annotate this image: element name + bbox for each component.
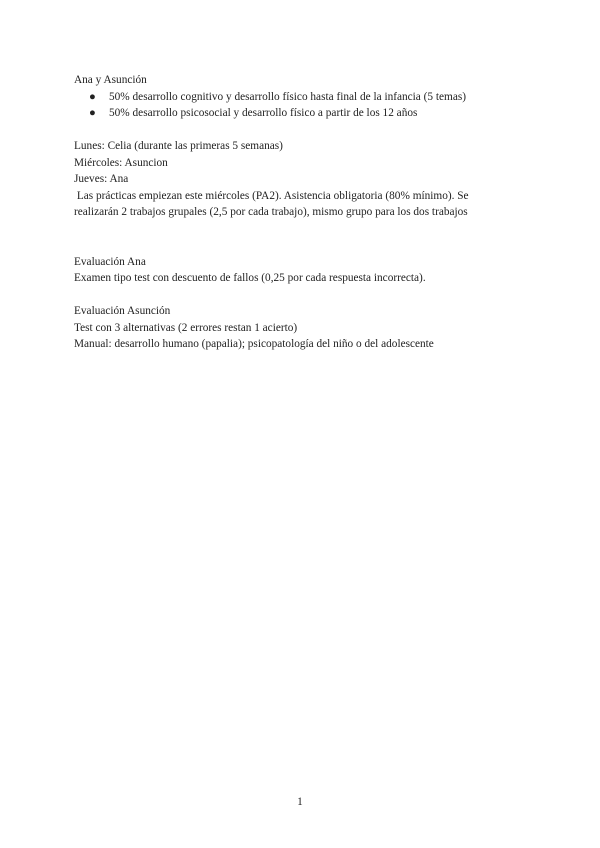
evaluacion-asuncion-line: Test con 3 alternativas (2 errores restan 1 acierto): [74, 321, 298, 334]
evaluacion-asuncion-title: Evaluación Asunción: [74, 305, 171, 317]
bullet-icon: ●: [89, 90, 96, 103]
evaluacion-asuncion-line: Manual: desarrollo humano (papalia); psicopatología del niño o del adolescente: [74, 338, 434, 350]
schedule-wednesday: Miércoles: Asuncion: [74, 156, 168, 169]
bullet-item: [74, 89, 544, 106]
page-number: 1: [297, 796, 303, 808]
bullet-text: 50% desarrollo cognitivo y desarrollo físico hasta final de la infancia (5 temas): [109, 90, 466, 103]
schedule-thursday: Jueves: Ana: [74, 173, 129, 185]
evaluacion-ana-text: Examen tipo test con descuento de fallos (0,25 por cada respuesta incorrecta).: [74, 272, 426, 284]
schedule-monday: Lunes: Celia (durante las primeras 5 semanas): [74, 140, 283, 152]
practicas-line-2: realizarán 2 trabajos grupales (2,5 por cada trabajo), mismo grupo para los dos trabajos: [74, 206, 468, 218]
spacer: [74, 221, 544, 254]
bullet-icon: ●: [89, 107, 96, 119]
bullet-list: [74, 89, 544, 122]
evaluacion-ana-title: Evaluación Ana: [74, 255, 146, 268]
spacer: [74, 287, 544, 304]
bullet-text: 50% desarrollo psicosocial y desarrollo físico a partir de los 12 años: [109, 107, 418, 119]
section-heading: Ana y Asunción: [74, 74, 147, 86]
practicas-line-1: Las prácticas empiezan este miércoles (PA2). Asistencia obligatoria (80% mínimo). Se: [74, 189, 469, 202]
spacer: [74, 122, 544, 139]
document-body: [74, 72, 544, 353]
bullet-item: [74, 105, 544, 122]
